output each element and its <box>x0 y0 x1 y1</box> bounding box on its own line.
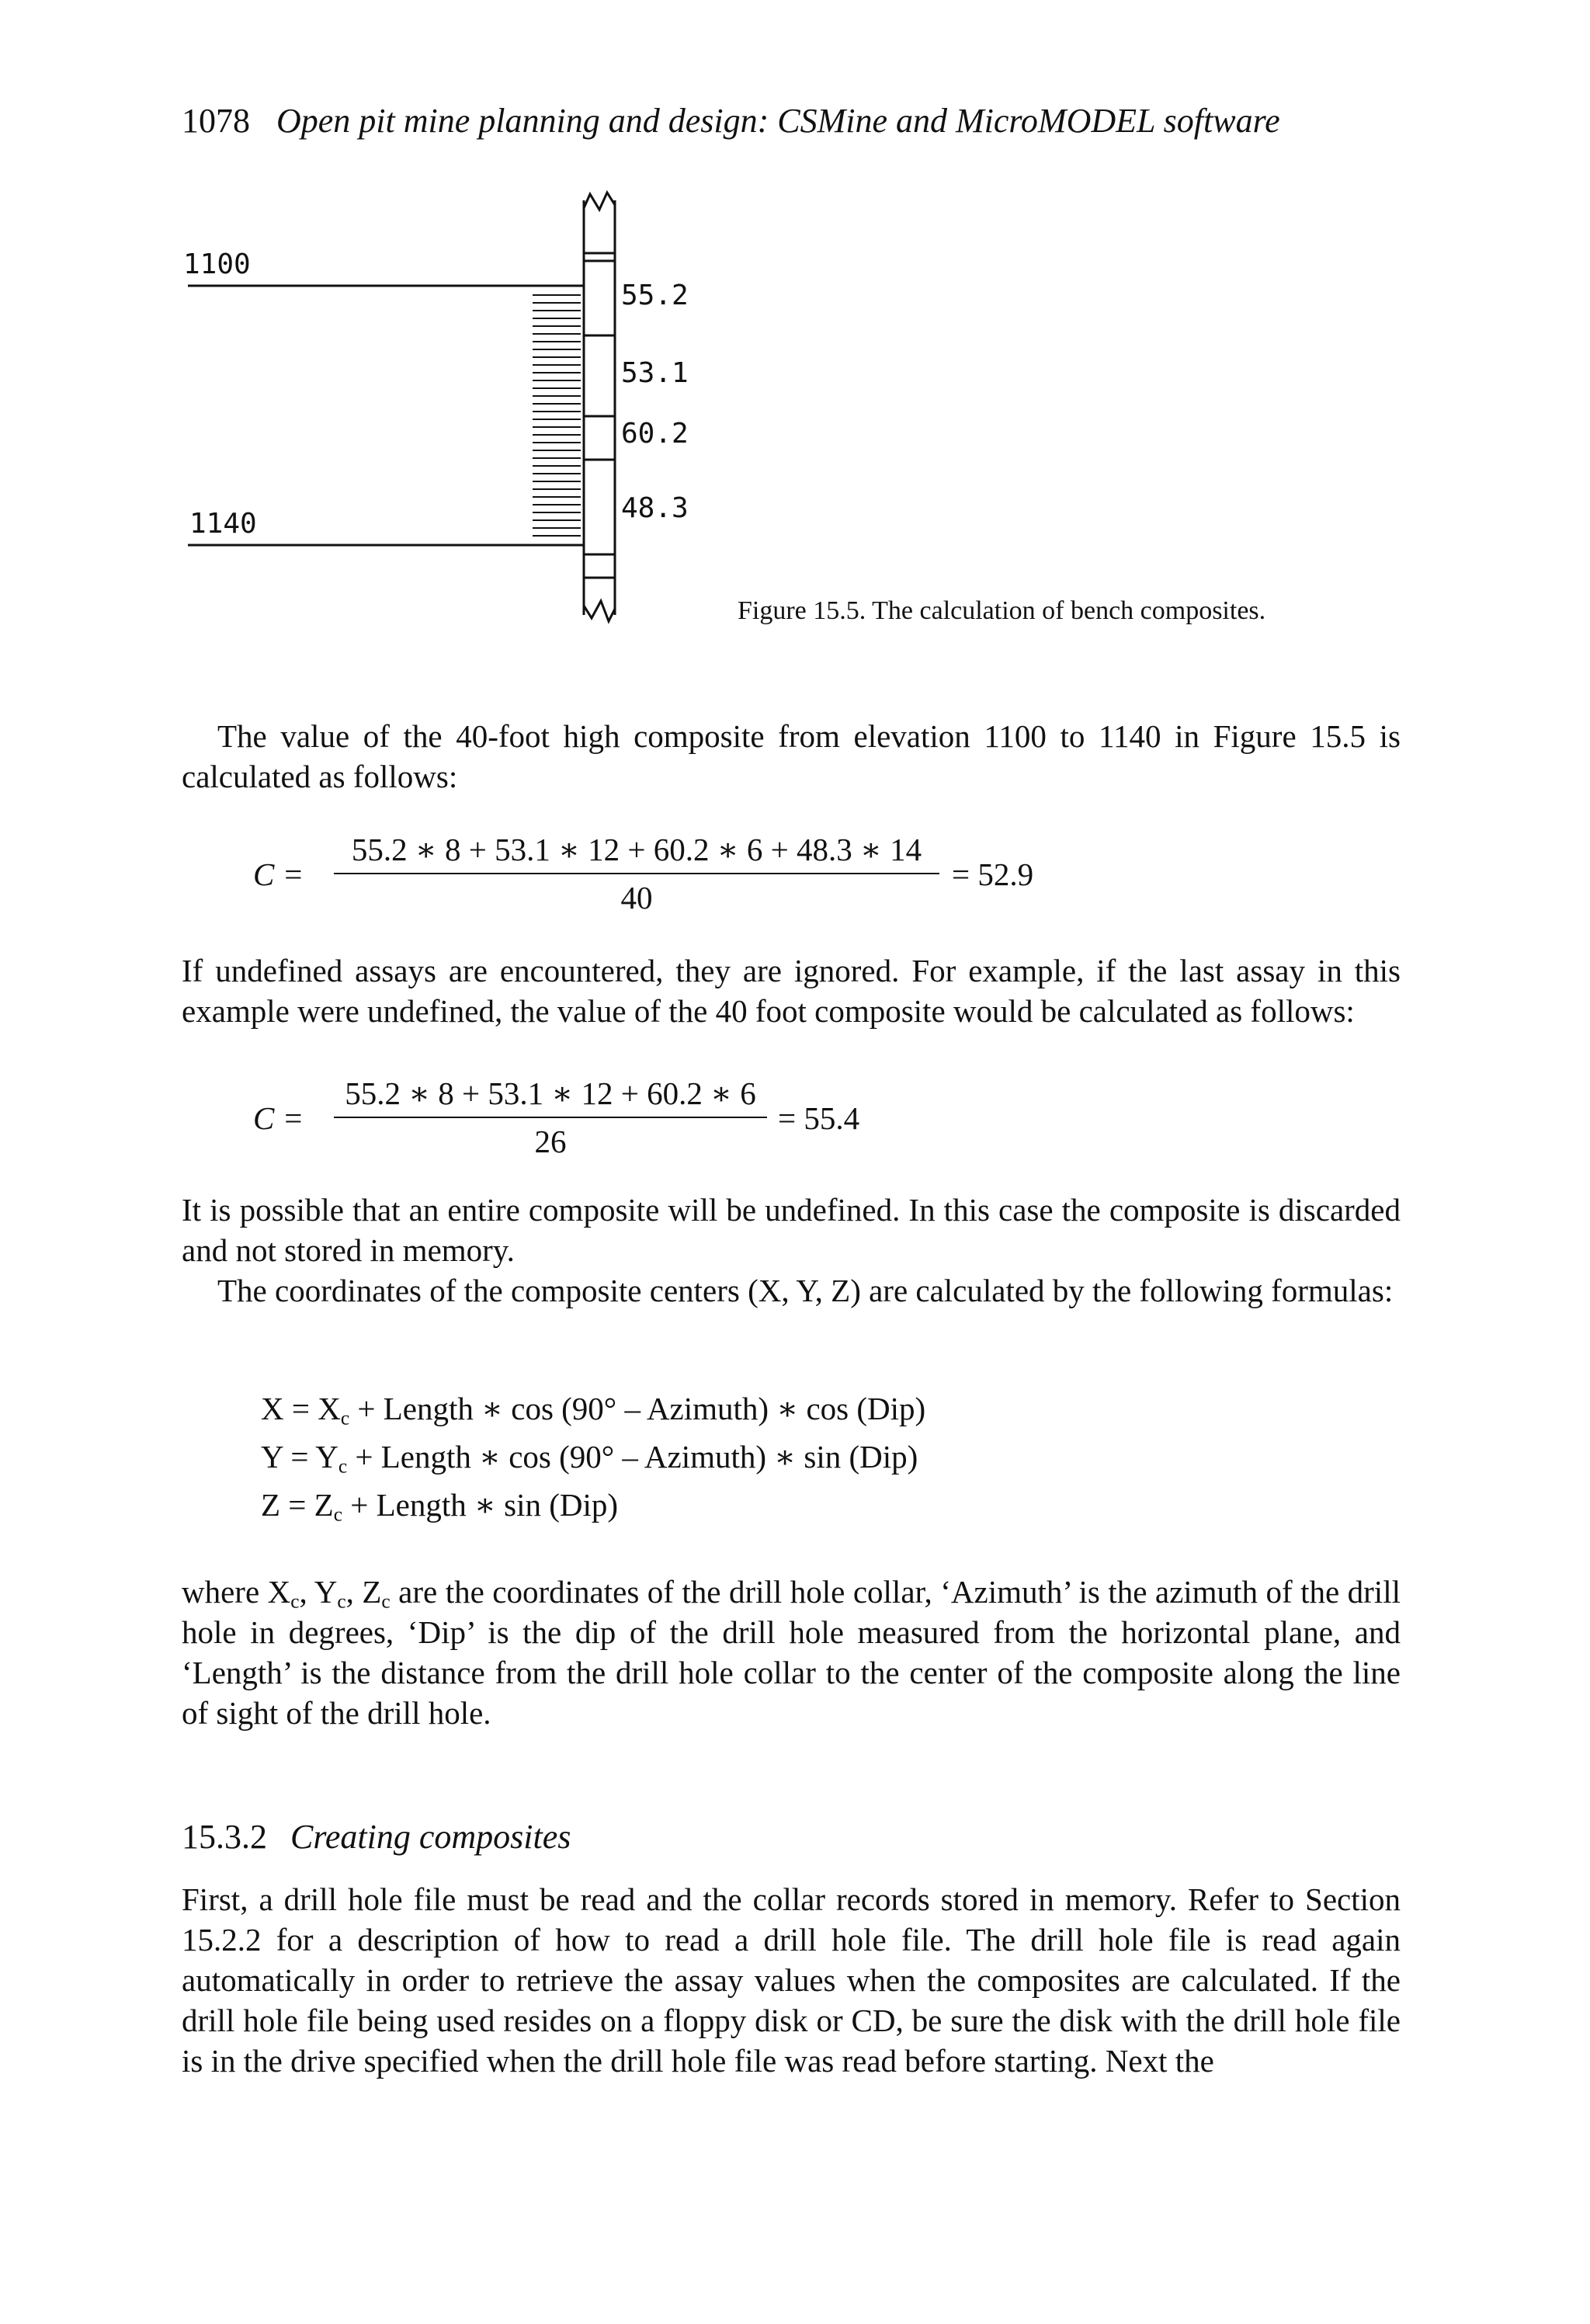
equation-result: = 55.4 <box>778 1100 860 1136</box>
elevation-label-bottom: 1140 <box>189 508 257 540</box>
fraction-bar <box>334 1117 767 1118</box>
fraction-bar <box>334 873 939 874</box>
running-head <box>182 101 1280 141</box>
bench-hatch-marks <box>533 295 581 536</box>
bench-composite-figure <box>179 186 722 637</box>
equation-denominator: 26 <box>534 1124 567 1159</box>
page-number: 1078 <box>182 102 250 140</box>
running-head-title: Open pit mine planning and design: CSMine and MicroMODEL software <box>276 102 1280 140</box>
assay-label-3: 60.2 <box>621 418 689 450</box>
drill-hole-diagram <box>179 186 722 637</box>
equation-composite-partial <box>253 1072 952 1165</box>
equation-numerator: 55.2 ∗ 8 + 53.1 ∗ 12 + 60.2 ∗ 6 <box>345 1075 756 1111</box>
equation-composite-full <box>253 828 1107 921</box>
break-mark-bottom <box>584 601 615 621</box>
equation-lhs: C = <box>253 856 304 892</box>
paragraph-coordinates: The coordinates of the composite centers (X, Y, Z) are calculated by the following formulas: <box>217 1273 1394 1308</box>
break-mark-top <box>584 193 615 210</box>
equation-denominator: 40 <box>620 880 653 915</box>
section-heading <box>182 1817 571 1857</box>
elevation-label-top: 1100 <box>183 248 251 280</box>
paragraph-where: where $X_c$, $Y_c$, $Z_c$ are the coordinates of the drill hole collar, ‘Azimuth’ is the azimuth of the drill hole in degrees, ‘Dip’ is the dip of the drill hole measured from the horizontal plane, and ‘Length’ is the distance from the drill hole collar to the center of the composite along the line of sight of the drill hole. <box>182 1574 1401 1731</box>
formula-x: $X = X_c$ + Length ∗ cos (90° – Azimuth) ∗ cos (Dip) <box>261 1391 926 1429</box>
paragraph-creating-composites: First, a drill hole file must be read and the collar records stored in memory. Refer to Section 15.2.2 for a description of how to read a drill hole file. The drill hole file is read again automatically in order to retrieve the assay values when the composites are calculated. If the drill hole file being used resides on a floppy disk or CD, be sure the disk with the drill hole file is in the drive specified when the drill hole file was read before starting. Next the <box>182 1881 1401 2079</box>
equation-lhs: C = <box>253 1100 304 1136</box>
paragraph-undefined-composite: It is possible that an entire composite will be undefined. In this case the composite is discarded and not stored in memory. <box>182 1192 1401 1268</box>
section-title: Creating composites <box>290 1818 571 1856</box>
formula-z: $Z = Z_c$ + Length ∗ sin (Dip) <box>261 1487 619 1526</box>
figure-caption: Figure 15.5. The calculation of bench composites. <box>738 596 1266 625</box>
assay-label-2: 53.1 <box>621 357 689 389</box>
drill-hole-column <box>584 193 615 621</box>
assay-label-1: 55.2 <box>621 280 689 311</box>
section-number: 15.3.2 <box>182 1818 267 1856</box>
equation-numerator: 55.2 ∗ 8 + 53.1 ∗ 12 + 60.2 ∗ 6 + 48.3 ∗ 14 <box>351 832 922 867</box>
paragraph-intro: The value of the 40-foot high composite from elevation 1100 to 1140 in Figure 15.5 is calculated as follows: <box>182 718 1401 794</box>
equation-result: = 52.9 <box>952 856 1034 892</box>
assay-label-4: 48.3 <box>621 492 689 524</box>
formula-y: $Y = Y_c$ + Length ∗ cos (90° – Azimuth) ∗ sin (Dip) <box>261 1439 918 1478</box>
paragraph-undefined-assays: If undefined assays are encountered, they are ignored. For example, if the last assay in this example were undefined, the value of the 40 foot composite would be calculated as follows: <box>182 953 1401 1029</box>
